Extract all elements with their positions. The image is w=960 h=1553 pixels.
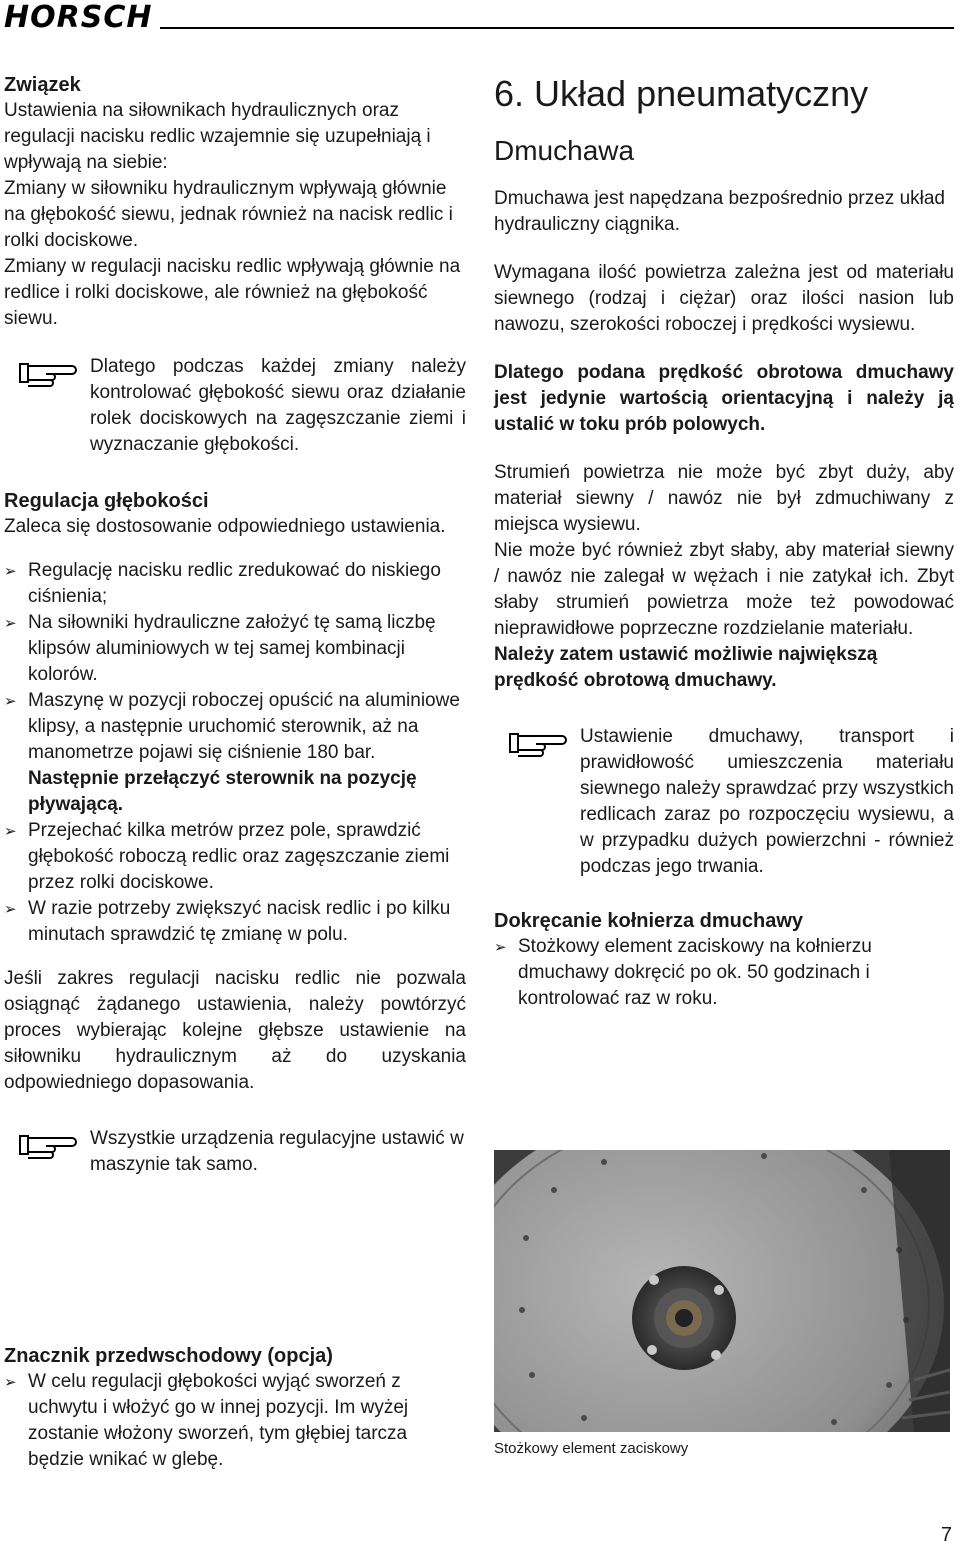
zwiazek-text: Ustawienia na siłownikach hydraulicznych oraz regulacji nacisku redlic wzajemnie się uzupełniają i wpływają na siebie: [4,100,431,173]
zwiazek-heading: Związek [4,74,81,96]
regulacja-heading: Regulacja głębokości [4,490,209,512]
note-same-settings [4,1126,466,1178]
regulacja-list [4,558,466,948]
pointing-hand-icon [16,1126,78,1162]
regulacja-text: Zaleca się dostosowanie odpowiedniego ustawienia. [4,516,446,537]
blower-flange-photo [494,1150,950,1432]
znacznik-heading: Znacznik przedwschodowy (opcja) [4,1345,333,1367]
note-blower-check [494,724,954,880]
zwiazek-paragraph-2: Zmiany w siłowniku hydraulicznym wpływają głównie na głębokość siewu, jednak również na nacisk redlic i rolki dociskowe. [4,178,453,251]
blower-p2: Wymagana ilość powietrza zależna jest od materiału siewnego (rodzaj i ciężar) oraz ilości nasion lub nawozu, szerokości roboczej i prędkości wysiewu. [494,262,954,335]
arrowhead-bullet-icon: ➢ [4,692,17,710]
photo-caption: Stożkowy element zaciskowy [494,1440,689,1457]
pointing-hand-icon [506,724,568,760]
note-depth-control [4,354,466,458]
jesli-paragraph: Jeśli zakres regulacji nacisku redlic nie pozwala osiągnąć żądanego ustawienia, należy powtórzyć proces wybierając kolejne głębsze ustawienie na siłowniku hydraulicznym aż do uzyskania odpowiedniego dopasowania. [4,968,466,1093]
arrowhead-bullet-icon: ➢ [4,562,17,580]
note-text: Wszystkie urządzenia regulacyjne ustawić w maszynie tak samo. [90,1128,464,1175]
list-item: ➢ W razie potrzeby zwiększyć nacisk redlic i po kilku minutach sprawdzić tę zmianę w polu. [4,898,451,945]
list-item: ➢ Przejechać kilka metrów przez pole, sprawdzić głębokość roboczą redlic oraz zagęszczanie ziemi przez rolki dociskowe. [4,820,450,893]
subsection-title: Dmuchawa [494,135,635,166]
blower-p6-bold: Należy zatem ustawić możliwie największą prędkość obrotową dmuchawy. [494,644,878,691]
list-item: ➢ W celu regulacji głębokości wyjąć sworzeń z uchwytu i włożyć go w innej pozycji. Im wyżej zostanie włożony sworzeń, tym głębiej tarcza będzie wnikać w glebę. [4,1371,409,1470]
right-column [494,72,954,1012]
bullet-bold-note: Następnie przełączyć sterownik na pozycję pływającą. [28,768,417,815]
note-text: Dlatego podczas każdej zmiany należy kontrolować głębokość siewu oraz działanie rolek dociskowych na zagęszczanie ziemi i wyznaczanie głębokości. [90,356,466,455]
blower-p3-bold: Dlatego podana prędkość obrotowa dmuchawy jest jedynie wartością orientacyjną i należy ją ustalić w toku prób polowych. [494,362,954,435]
znacznik-list [4,1369,466,1473]
horsch-logo: HORSCH [4,0,153,35]
blower-p5: Nie może być również zbyt słaby, aby materiał siewny / nawóz nie zalegał w wężach i nie zatykał ich. Zbyt słaby strumień powietrza może też powodować nieprawidłowe poprzeczne rozdzielanie materiału. [494,540,954,639]
list-item: ➢ Na siłowniki hydrauliczne założyć tę samą liczbę klipsów aluminiowych w tej samej kombinacji kolorów. [4,612,436,685]
section-title: 6. Układ pneumatyczny [494,73,869,114]
arrowhead-bullet-icon: ➢ [4,614,17,632]
arrowhead-bullet-icon: ➢ [4,900,17,918]
list-item: ➢ Maszynę w pozycji roboczej opuścić na aluminiowe klipsy, a następnie uruchomić sterownik, aż na manometrze pojawi się ciśnienie 180 bar. Następnie przełączyć sterownik na pozycję pływającą. [4,690,460,815]
pointing-hand-icon [16,354,78,390]
header-rule [160,27,954,29]
list-item: ➢ Regulację nacisku redlic zredukować do niskiego ciśnienia; [4,560,441,607]
arrowhead-bullet-icon: ➢ [494,938,507,956]
znacznik-section [4,1343,466,1473]
zwiazek-paragraph-3: Zmiany w regulacji nacisku redlic wpływają głównie na redlice i rolki dociskowe, ale również na głębokość siewu. [4,256,461,329]
blower-p1: Dmuchawa jest napędzana bezpośrednio przez układ hydrauliczny ciągnika. [494,188,945,235]
blower-p4: Strumień powietrza nie może być zbyt duży, aby materiał siewny / nawóz nie był zdmuchiwany z miejsca wysiewu. [494,462,954,535]
arrowhead-bullet-icon: ➢ [4,822,17,840]
list-item: ➢ Stożkowy element zaciskowy na kołnierzu dmuchawy dokręcić po ok. 50 godzinach i kontrolować raz w roku. [494,936,872,1009]
arrowhead-bullet-icon: ➢ [4,1373,17,1391]
left-column [4,72,466,1178]
dokrecanie-heading: Dokręcanie kołnierza dmuchawy [494,910,804,932]
note-text: Ustawienie dmuchawy, transport i prawidłowość umieszczenia materiału siewnego należy sprawdzać przy wszystkich redlicach zaraz po rozpoczęciu wysiewu, a w przypadku dużych powierzchni - również podczas jego trwania. [580,726,954,877]
page-number: 7 [940,1524,952,1546]
dokrecanie-list [494,934,954,1012]
